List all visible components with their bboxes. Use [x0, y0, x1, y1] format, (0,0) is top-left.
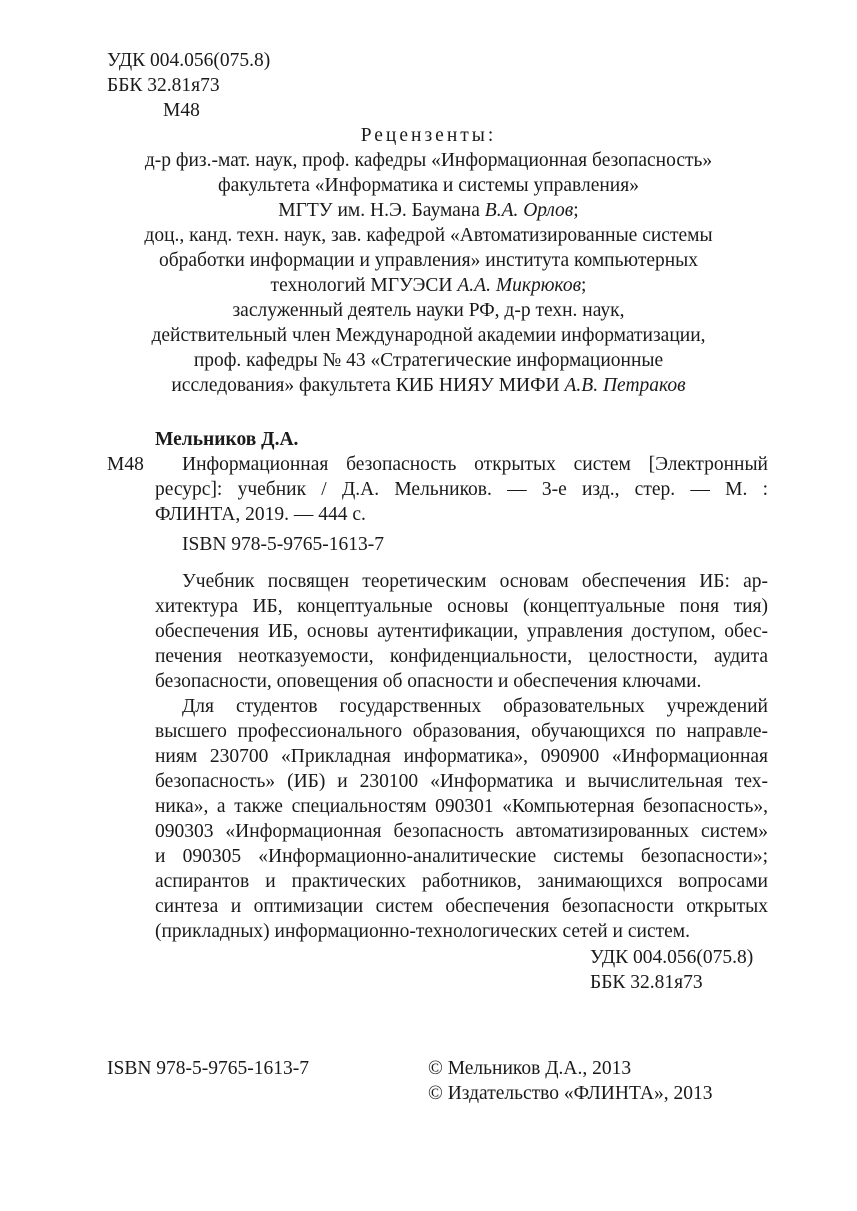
copyright-author: © Мельников Д.А., 2013	[428, 1058, 632, 1079]
annotation-p2-line: высшего профессионального образования, обучающихся по направле-	[155, 721, 768, 742]
reviewer3-line3: проф. кафедры № 43 «Стратегические информационные	[193, 350, 664, 371]
reviewer2-org: технологий МГУЭСИ	[270, 275, 458, 296]
reviewers-heading: Рецензенты:	[360, 125, 497, 146]
reviewer3-org: исследования» факультета КИБ НИЯУ МИФИ	[171, 375, 565, 396]
annotation-p2-line: 090303 «Информационная безопасность автоматизированных систем»	[155, 821, 768, 842]
annotation-p2-line: ниям 230700 «Прикладная информатика», 090900 «Информационная	[155, 746, 768, 767]
reviewer1-org: МГТУ им. Н.Э. Баумана	[278, 200, 485, 221]
annotation-p1-line: печения неотказуемости, конфиденциальности, целостности, аудита	[155, 646, 768, 667]
bib-author-name: Мельников Д.А.	[155, 429, 299, 450]
annotation-p2-line: (прикладных) информационно-технологических сетей и систем.	[155, 921, 690, 942]
bib-title-line2: ресурс]: учебник / Д.А. Мельников. — 3-е изд., стер. — М. :	[155, 479, 768, 500]
reviewer3-line2: действительный член Международной академии информатизации,	[151, 325, 706, 346]
reviewer1-line3	[0, 198, 857, 223]
author-code: М48	[163, 100, 200, 121]
bib-title-line3: ФЛИНТА, 2019. — 444 с.	[155, 504, 366, 525]
annotation-p1-line: безопасности, оповещения об опасности и обеспечения ключами.	[155, 671, 702, 692]
reviewer2-line1: доц., канд. техн. наук, зав. кафедрой «Автоматизированные системы	[144, 225, 713, 246]
reviewer3-line4	[0, 373, 857, 398]
bib-author	[155, 427, 298, 452]
reviewer3-name: А.В. Петраков	[564, 375, 686, 396]
annotation-p1-line: Учебник посвящен теоретическим основам обеспечения ИБ: ар-	[182, 571, 768, 592]
bib-title-line1: Информационная безопасность открытых систем [Электронный	[182, 454, 768, 475]
annotation-p2-line: и 090305 «Информационно-аналитические системы безопасности»;	[155, 846, 768, 867]
reviewer1-line1: д-р физ.-мат. наук, проф. кафедры «Информационная безопасность»	[144, 150, 713, 171]
annotation-p1-line: хитектура ИБ, концептуальные основы (концептуальные поня тия)	[155, 596, 768, 617]
annotation-p2-line: Для студентов государственных образовательных учреждений	[182, 696, 768, 717]
bib-isbn: ISBN 978-5-9765-1613-7	[182, 534, 385, 555]
reviewer3-line1: заслуженный деятель науки РФ, д-р техн. наук,	[232, 300, 625, 321]
annotation-p2-line: безопасность» (ИБ) и 230100 «Информатика и вычислительная тех-	[155, 771, 768, 792]
reviewer2-name: А.А. Микрюков	[457, 275, 582, 296]
reviewer1-tail: ;	[573, 200, 579, 221]
footer-isbn: ISBN 978-5-9765-1613-7	[107, 1058, 310, 1079]
bib-code: М48	[107, 454, 144, 475]
udk-code: УДК 004.056(075.8)	[107, 50, 271, 71]
reviewer2-line2: обработки информации и управления» института компьютерных	[158, 250, 699, 271]
annotation-udk: УДК 004.056(075.8)	[590, 947, 754, 968]
reviewer1-line2: факультета «Информатика и системы управления»	[218, 175, 639, 196]
annotation-bbk: ББК 32.81я73	[590, 972, 703, 993]
annotation-p2-line: ника», а также специальностям 090301 «Компьютерная безопасность»,	[155, 796, 768, 817]
annotation-p2-line: синтеза и оптимизации систем обеспечения безопасности открытых	[155, 896, 768, 917]
annotation-p1-line: обеспечения ИБ, основы аутентификации, управления доступом, обес-	[155, 621, 768, 642]
bbk-code: ББК 32.81я73	[107, 75, 220, 96]
reviewer2-line3	[0, 273, 857, 298]
annotation-p2-line: аспирантов и практических работников, занимающихся вопросами	[155, 871, 768, 892]
reviewer1-name: В.А. Орлов	[484, 200, 574, 221]
copyright-publisher: © Издательство «ФЛИНТА», 2013	[428, 1083, 713, 1104]
reviewer2-tail: ;	[581, 275, 587, 296]
